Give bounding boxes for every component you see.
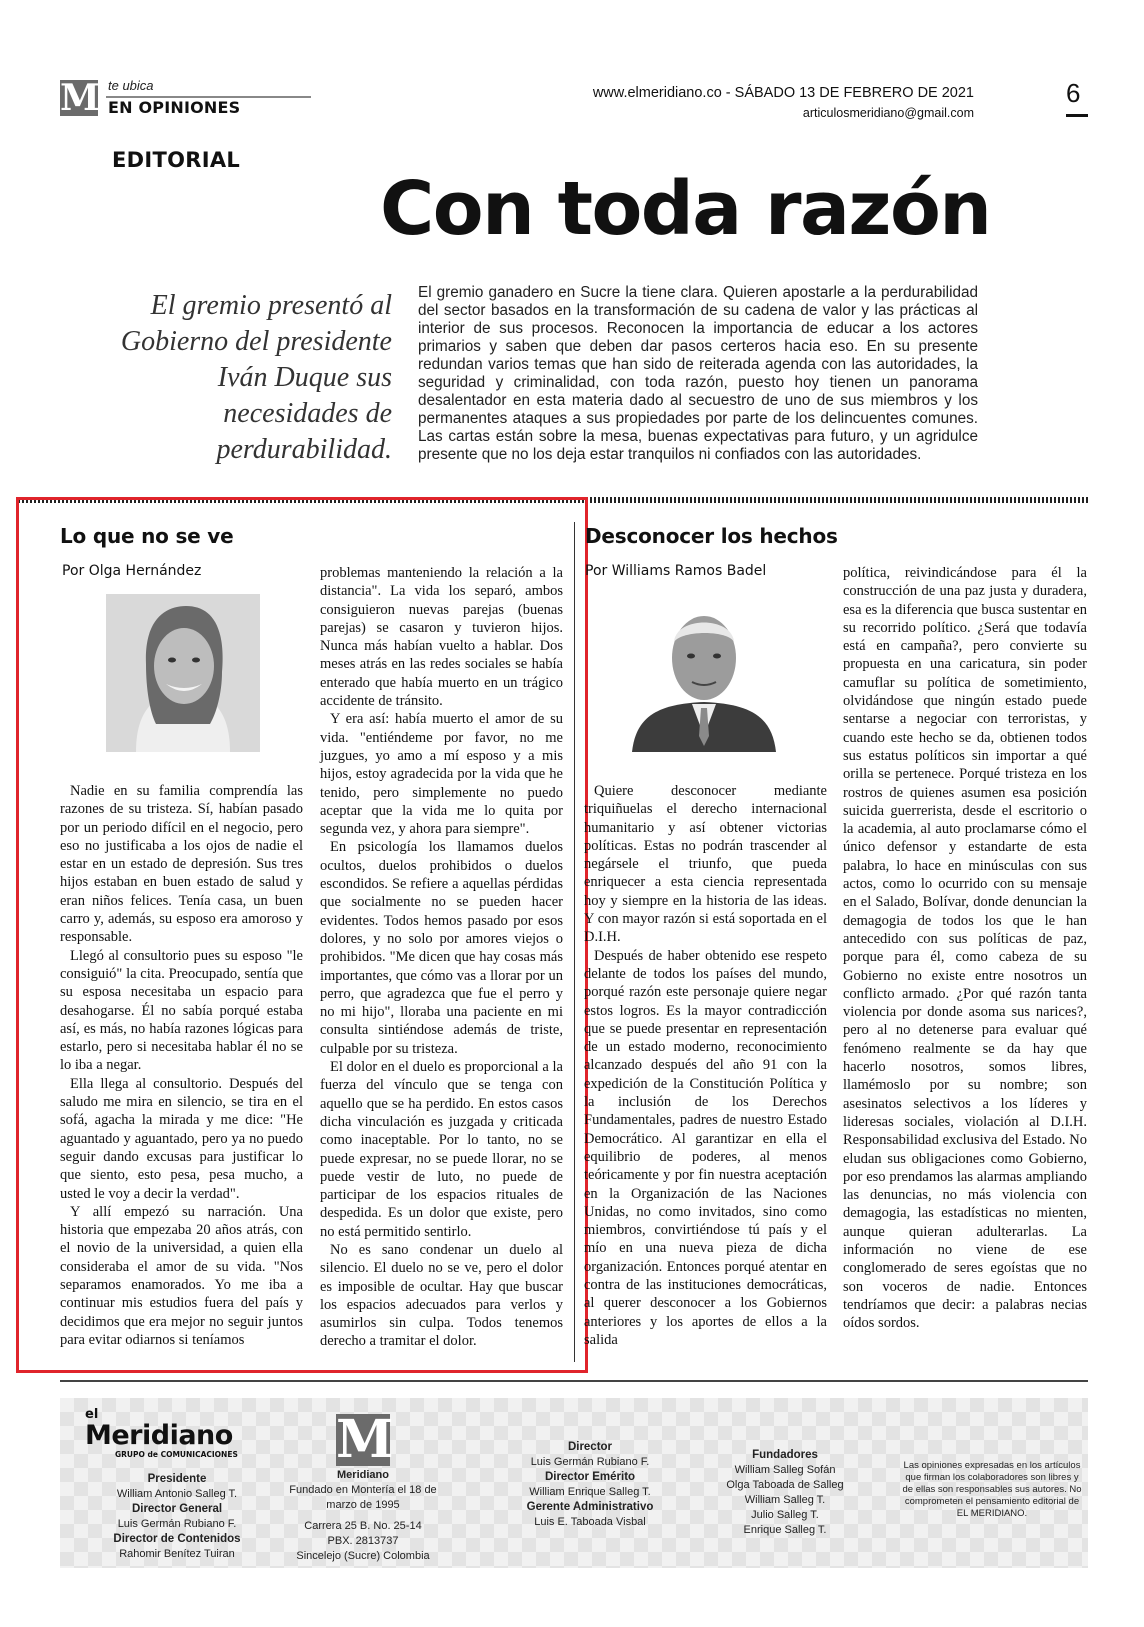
- paragraph: Nadie en su familia comprendía las razones de su tristeza. Sí, habían pasado por un periodo difícil en el negocio, pero eso no justificaba a los ojos de nadie el estar en un estado de depresión. Sus tres hijos estaban en buen estado de salud y eran niños felices. Tenía casa, un buen carro y, además, su esposo era amoroso y responsable.: [60, 783, 303, 946]
- founders-label: Fundadores: [752, 1449, 818, 1461]
- paragraph: Quiere desconocer mediante triquiñuelas el derecho internacional humanitario y así obtener victorias políticas. Estas no podrán trascender al negársele el triunfo, que pueda enriquecer a esta ciencia representada hoy y siempre en la historia de las ideas. Y con mayor razón si está soportada en el D.I.H.: [584, 783, 827, 946]
- staff-role: Director: [567, 1441, 613, 1453]
- staff-role: Director General: [131, 1503, 223, 1515]
- staff-name: William Enrique Salleg T.: [529, 1486, 651, 1498]
- article-left-column-2: [320, 564, 563, 1351]
- brand-prefix: el: [85, 1407, 99, 1422]
- footer-founders: [705, 1448, 865, 1538]
- paragraph: El dolor en el duelo es proporcional a la fuerza del vínculo que se tenga con aquello que se ha perdido. En estos casos dicha vinculación es juzgada y criticada como inaceptable. Por lo tanto, no se puede expresar, no se puede llorar, no se puede vestir de luto, no puede de participar de los espacios rituales de despedida. Es un dolor que existe, pero no está permitido sentirlo.: [320, 1059, 563, 1240]
- meridiano-logo-m: M: [60, 77, 100, 119]
- pull-quote: El gremio presentó al Gobierno del presidente Iván Duque sus necesidades de perdurabilidad.: [120, 290, 392, 465]
- staff-role: Gerente Administrativo: [526, 1501, 654, 1513]
- paragraph: Después de haber obtenido ese respeto delante de todos los países del mundo, porqué razón este personaje quiere negar estos logros. Es la mayor contradicción que se puede presentar en representación de un estado moderno, reconocimiento alcanzado después del año 91 con la expedición de la Constitución Política y la inclusión de los Derechos Fundamentales, padres de nuestro Estado Democrático. Al garantizar en ella el equilibrio de poderes, al menos teóricamente y por fin nuestra aceptación en la Organización de las Naciones Unidas, no como invitados, sino como miembros, convirtiéndose tú país y el mío en una nueva pieza de dicha organización. Entonces porqué atentar en contra de las instituciones democráticas, al querer desconocer a los Gobiernos anteriores y los aportes de ellos a la salida: [584, 947, 827, 1348]
- bottom-rule: [60, 1380, 1088, 1382]
- byline-right: Por Williams Ramos Badel: [585, 563, 767, 579]
- author-photo-olga: [106, 594, 260, 752]
- section-label: EN OPINIONES: [108, 98, 241, 117]
- founder-name: Enrique Salleg T.: [743, 1524, 827, 1536]
- footer-disclaimer: Las opiniones expresadas en los artículos que firman los colaboradores son libres y de ellas son responsables sus autores. No comprometen el pensamiento editorial de EL MERIDIANO.: [902, 1460, 1082, 1519]
- paragraph: Y era así: había muerto el amor de su vida. "entiéndeme por favor, no me juzgues, yo amo a mí esposo y a mis hijos, estoy agradecida por la vida que he tenido, pero simplemente no puedo aceptar que la vida me lo quita por segunda vez, y ahora para siempre".: [320, 711, 563, 838]
- staff-role: Director de Contenidos: [113, 1533, 241, 1545]
- paragraph: Y allí empezó su narración. Una historia que empezaba 20 años atrás, con el novio de la universidad, a quien ella consideraba el amor de su vida. "Nos separamos enamorados. Yo me iba a continuar mis estudios fuera del país y decidimos que era mejor no seguir juntos para evitar odiarnos si teníamos: [60, 1203, 303, 1348]
- address: Carrera 25 B. No. 25-14: [304, 1520, 422, 1532]
- page-number: 6: [1066, 78, 1081, 108]
- author-photo-williams: [628, 596, 780, 752]
- staff-name: William Antonio Salleg T.: [116, 1488, 238, 1500]
- staff-role: Director Emérito: [544, 1471, 636, 1483]
- byline-left: Por Olga Hernández: [62, 563, 202, 579]
- founder-name: William Salleg T.: [744, 1494, 826, 1506]
- founder-name: William Salleg Sofán: [734, 1464, 836, 1476]
- paragraph: Ella llega al consultorio. Después del saludo me mira en silencio, se tira en el sofá, agacha la mirada y me dice: "He aguantado y aguantado, pero ya no puedo seguir dando excusas para justificar lo que siento, esto pesa, pesa mucho, a usted le voy a decir la verdad".: [60, 1075, 303, 1202]
- page-number-rule: [1066, 114, 1088, 117]
- paragraph: problemas manteniendo la relación a la distancia". La vida los separó, ambos consiguieron nuevas parejas (buenas parejas) se casaron y tuvieron hijos. Nunca más habían vuelto a hablar. Dos meses atrás en las redes sociales se había enterado que había muerto en un trágico accidente de tránsito.: [320, 565, 563, 710]
- article-left-column-1: [60, 782, 303, 1349]
- footer-staff-left: [82, 1472, 272, 1562]
- article-right-column-2: [843, 564, 1087, 1332]
- header-tagline: te ubica: [108, 78, 154, 93]
- staff-role: Presidente: [147, 1473, 207, 1485]
- article-right-column-1: [584, 782, 827, 1349]
- footer-staff-mid: [500, 1440, 680, 1530]
- column-divider: [574, 522, 575, 1362]
- footer-center-info: [288, 1468, 438, 1564]
- staff-name: Luis Germán Rubiano F.: [530, 1456, 650, 1468]
- center-logo-name: Meridiano: [337, 1469, 389, 1481]
- footer-brand-logo: [85, 1408, 238, 1459]
- city: Sincelejo (Sucre) Colombia: [296, 1550, 430, 1562]
- founder-name: Olga Taboada de Salleg: [726, 1479, 844, 1491]
- editorial-body: El gremio ganadero en Sucre la tiene clara. Quieren apostarle a la perdurabilidad del sector basados en la transformación de su cadena de valor y las prácticas al interior de sus procesos. Reconocen la importancia de educar a los actores primarios y saben que deben dar pasos certeros hacia eso. En su presente redundan varios temas que han sido de reiterada agenda con las autoridades, la seguridad y criminalidad, con toda razón, puesto hoy tienen un panorama desalentador en esta materia dado al secuestro de uno de sus miembros y los permanentes ataques a sus propiedades por parte de los delincuentes comunes. Las cartas están sobre la mesa, buenas expectativas para futuro, y un agridulce presente que no los deja estar tranquilos ni confiados con las autoridades.: [418, 284, 978, 463]
- staff-name: Luis E. Taboada Visbal: [534, 1516, 646, 1528]
- paragraph: Llegó al consultorio pues su esposo "le consiguió" la cita. Preocupado, sentía que su esposa necesitaba un espacio para desahogarse. Él no sabía porqué estaba así, es más, no había razones lógicas para estarlo, pero si necesitaba hablar él no se lo iba a negar.: [60, 947, 303, 1074]
- footer-logo-m: M: [336, 1409, 394, 1470]
- header-rule: [106, 96, 311, 98]
- staff-name: Rahomir Benítez Tuiran: [119, 1548, 235, 1560]
- editorial-headline: Con toda razón: [380, 166, 991, 252]
- staff-name: Luis Germán Rubiano F.: [117, 1518, 237, 1530]
- paragraph: No es sano condenar un duelo al silencio. El duelo no se ve, pero el dolor es imposible de ocultar. Hay que buscar los espacios adecuados para verlos y asumirlos sin culpa. Todos tenemos derecho a tramitar el dolor.: [320, 1241, 563, 1350]
- contact-email[interactable]: articulosmeridiano@gmail.com: [802, 106, 974, 120]
- paragraph: En psicología los llamamos duelos ocultos, duelos prohibidos o duelos escondidos. Se refiere a aquellas pérdidas que socialmente no se pueden hacer evidentes. Todos hemos pasado por esos dolores, y no solo por amores viejos o prohibidos. "Me dicen que hay cosas más importantes, que cómo vas a llorar por un perro, que agradezca que fue el perro y no mi hijo", lloraba una paciente en mi consulta sintiéndose además de triste, culpable por su tristeza.: [320, 839, 563, 1057]
- article-title-right: Desconocer los hechos: [585, 524, 838, 548]
- founded-line: Fundado en Montería el 18 de marzo de 1995: [289, 1484, 437, 1511]
- paragraph: política, reivindicándose para él la construcción de una paz justa y duradera, esa es la diferencia que busca sustentar en su recorrido político. ¿Será que todavía está en campaña?, pero convierte su propuesta en una caricatura, sin poder camuflar su política de sometimiento, olvidándose que ningún estado puede sentarse a negociar con terroristas, y cuando este hecho se da, obtienen todos sus estatus políticos sin importar a qué orilla se pertenece. Porqué tristeza en los rostros de quienes asumen esa posición suicida guerrerista, desde el escritorio o la academia, al auto proclamarse cómo el único defensor y estandarte de esta palabra, lo hace en minúsculas con sus actos, como lo ocurrido con su mensaje en el Salado, Bolívar, donde denuncian la demagogia de todos los que le han antecedido con sus políticas de paz, porque para él, como cabeza de su Gobierno no existe entre nosotros un conflicto armado. ¿Por qué razón tanta violencia por donde asoma sus narices?, pero al no detenerse para evaluar qué fenómeno realmente se da hay que hacerlo nosotros, somos libres, llamémoslo por su nombre; son asesinatos selectivos a los líderes y lideresas sociales, violación al D.I.H. Responsabilidad exclusiva del Estado. No eludan sus obligaciones como Gobierno, por eso prendamos las alarmas ampliando las denuncias, no más violencia con demagogia, las estadísticas no mienten, aunque quieran adulterarlas. La información no viene de ese conglomerado de seres egoístas que no son voceros de nadie. Entonces tendríamos que decir: a palabras necias oídos sordos.: [843, 565, 1087, 1332]
- brand-subtitle: GRUPO de COMUNICACIONES: [115, 1450, 238, 1459]
- founder-name: Julio Salleg T.: [751, 1509, 819, 1521]
- phone: PBX. 2813737: [327, 1535, 399, 1547]
- editorial-label: EDITORIAL: [112, 148, 241, 172]
- date-line: www.elmeridiano.co - SÁBADO 13 DE FEBRERO DE 2021: [592, 85, 974, 101]
- article-title-left: Lo que no se ve: [60, 524, 234, 548]
- brand-name: Meridiano: [85, 1420, 233, 1451]
